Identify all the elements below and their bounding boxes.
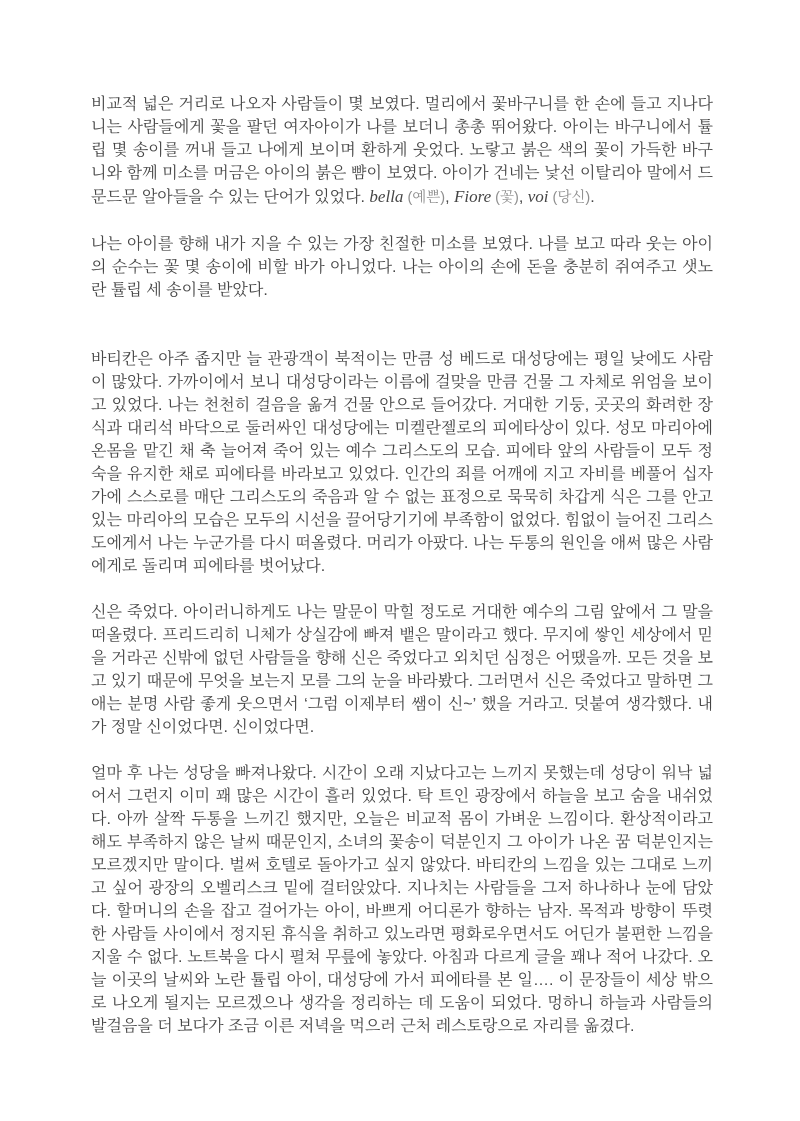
italian-word-bella: bella: [369, 187, 404, 206]
paragraph-piazza-writing: 얼마 후 나는 성당을 빠져나왔다. 시간이 오래 지났다고는 느끼지 못했는데 성당이 워낙 넓어서 그런지 이미 꽤 많은 시간이 흘러 있었다. 탁 트인 광장에서 하늘을 보고 숨을 내쉬었다. 아까 살짝 두통을 느끼긴 했지만, 오늘은 비교적 몸이 가벼운 느낌이다. 환상적이라고 해도 부족하지 않은 날씨 때문인지, 소녀의 꽃송이 덕분인지 그 아이가 나온 꿈 덕분인지는 모르겠지만 말이다. 벌써 호텔로 돌아가고 싶지 않았다. 바티칸의 느낌을 있는 그대로 느끼고 싶어 광장의 오벨리스크 밑에 걸터앉았다. 지나치는 사람들을 그저 하나하나 눈에 담았다. 할머니의 손을 잡고 걸어가는 아이, 바쁘게 어디론가 향하는 남자. 목적과 방향이 뚜렷한 사람들 사이에서 정지된 휴식을 취하고 있노라면 평화로우면서도 어딘가 불편한 느낌을 지울 수 없다. 노트북을 다시 펼쳐 무릎에 놓았다. 아침과 다르게 글을 꽤나 적어 나갔다. 오늘 이곳의 날씨와 노란 튤립 아이, 대성당에 가서 피에타를 본 일…. 이 문장들이 세상 밖으로 나오게 될지는 모르겠으나 생각을 정리하는 데 도움이 되었다. 멍하니 하늘과 사람들의 발걸음을 더 보다가 조금 이른 저녁을 먹으러 근처 레스토랑으로 자리를 옮겼다.: [91, 765, 713, 1035]
term-separator: ,: [445, 189, 455, 206]
term-separator: .: [590, 189, 595, 206]
gloss-voi: (당신): [548, 190, 591, 206]
gloss-bella: (예쁜): [403, 190, 446, 206]
paragraph-flower-girl-text: 비교적 넓은 거리로 나오자 사람들이 몇 보였다. 멀리에서 꽃바구니를 한 손에 들고 지나다니는 사람들에게 꽃을 팔던 여자아이가 나를 보더니 총총 뛰어왔다. 아이는 바구니에서 튤립 몇 송이를 꺼내 들고 나에게 보이며 환하게 웃었다. 노랗고 붉은 색의 꽃이 가득한 바구니와 함께 미소를 머금은 아이의 붉은 뺨이 보였다. 아이가 건네는 낯선 이탈리아 말에서 드문드문 알아들을 수 있는 단어가 있었다.: [91, 96, 713, 206]
paragraph-god-is-dead: 신은 죽었다. 아이러니하게도 나는 말문이 막힐 정도로 거대한 예수의 그림 앞에서 그 말을 떠올렸다. 프리드리히 니체가 상실감에 빠져 뱉은 말이라고 했다. 무지에 쌓인 세상에서 믿을 거라곤 신밖에 없던 사람들을 향해 신은 죽었다고 외치던 심정은 어땠을까. 모든 것을 보고 있기 때문에 무엇을 보는지 모를 그의 눈을 바라봤다. 그러면서 신은 죽었다고 말하면 그 애는 분명 사람 좋게 웃으면서 ‘그럼 이제부터 쌤이 신~’ 했을 거라고. 덧붙여 생각했다. 내가 정말 신이었다면. 신이었다면.: [91, 604, 713, 736]
paragraph-smile: 나는 아이를 향해 내가 지을 수 있는 가장 친절한 미소를 보였다. 나를 보고 따라 웃는 아이의 순수는 꽃 몇 송이에 비할 바가 아니었다. 나는 아이의 손에 돈을 충분히 쥐여주고 샛노란 튤립 세 송이를 받았다.: [91, 236, 713, 299]
term-separator: ,: [518, 189, 528, 206]
gloss-fiore: (꽃): [491, 190, 519, 206]
italian-word-voi: voi: [527, 187, 549, 206]
italian-word-fiore: Fiore: [454, 187, 492, 206]
paragraph-flower-girl: [91, 93, 713, 210]
paragraph-vatican-pieta: 바티칸은 아주 좁지만 늘 관광객이 북적이는 만큼 성 베드로 대성당에는 평일 낮에도 사람이 많았다. 가까이에서 보니 대성당이라는 이름에 걸맞을 만큼 건물 그 자체로 위엄을 보이고 있었다. 나는 천천히 걸음을 옮겨 건물 안으로 들어갔다. 거대한 기둥, 곳곳의 화려한 장식과 대리석 바닥으로 둘러싸인 대성당에는 미켈란젤로의 피에타상이 있다. 성모 마리아에 온몸을 맡긴 채 축 늘어져 죽어 있는 예수 그리스도의 모습. 피에타 앞의 사람들이 모두 정숙을 유지한 채로 피에타를 바라보고 있었다. 인간의 죄를 어깨에 지고 자비를 베풀어 십자가에 스스로를 매단 그리스도의 죽음과 알 수 없는 표정으로 묵묵히 차갑게 식은 그를 안고 있는 마리아의 모습은 모두의 시선을 끌어당기기에 부족함이 없었다. 힘없이 늘어진 그리스도에게서 나는 누군가를 다시 떠올렸다. 머리가 아팠다. 나는 두통의 원인을 애써 많은 사람에게로 돌리며 피에타를 벗어났다.: [91, 351, 713, 575]
